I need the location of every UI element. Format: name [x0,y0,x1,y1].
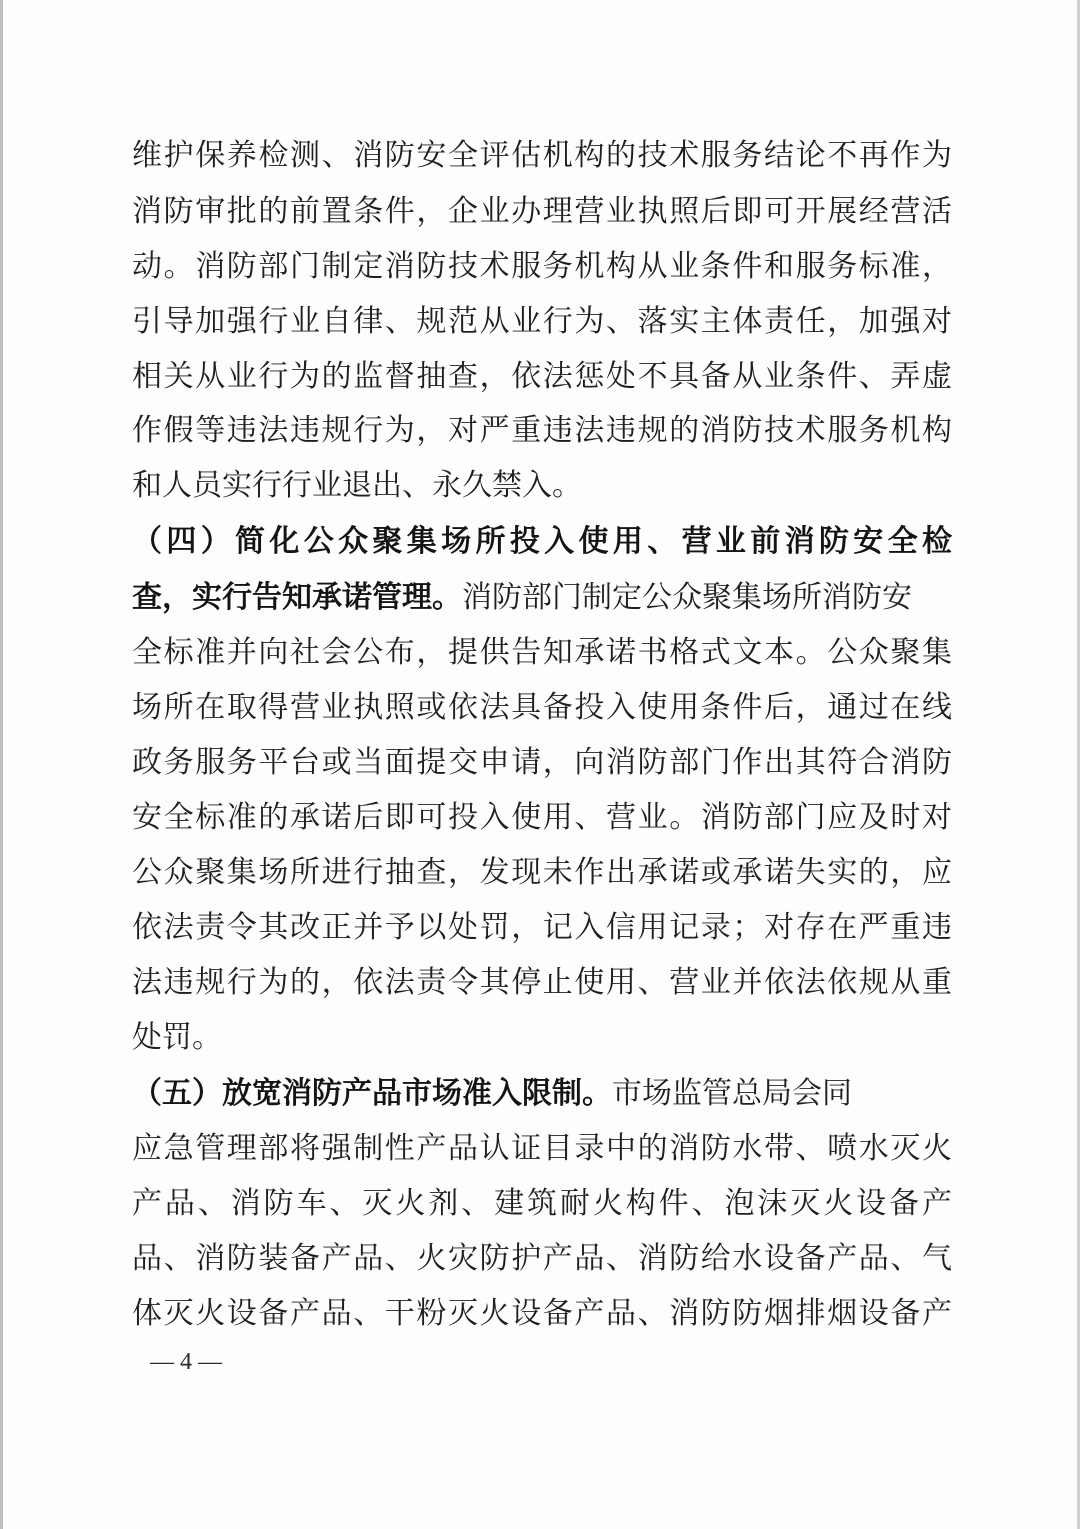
text-line: 全标准并向社会公布，提供告知承诺书格式文本。公众聚集 [132,635,952,670]
text-line: 处罚。 [132,1020,222,1055]
text-line: 政务服务平台或当面提交申请，向消防部门作出其符合消防 [132,745,952,780]
text-line: 消防审批的前置条件，企业办理营业执照后即可开展经营活 [132,194,952,229]
text-line [132,1068,952,1120]
text-line: 法违规行为的，依法责令其停止使用、营业并依法依规从重 [132,965,952,1000]
text-line: 作假等违法违规行为，对严重违法违规的消防技术服务机构 [132,413,952,448]
text-span: 消防部门制定公众聚集场所消防安 [462,580,912,615]
section-heading-4: （四）简化公众聚集场所投入使用、营业前消防安全检 [132,524,952,559]
text-line [132,572,952,624]
text-line: 和人员实行行业退出、永久禁入。 [132,468,582,503]
text-line: 场所在取得营业执照或依法具备投入使用条件后，通过在线 [132,690,952,725]
text-line: 体灭火设备产品、干粉灭火设备产品、消防防烟排烟设备产 [132,1296,952,1331]
section-heading-5: （五）放宽消防产品市场准入限制。 [132,1076,612,1111]
text-line: 依法责令其改正并予以处罚，记入信用记录；对存在严重违 [132,910,952,945]
text-line: 维护保养检测、消防安全评估机构的技术服务结论不再作为 [132,138,952,173]
text-line: 产品、消防车、灭火剂、建筑耐火构件、泡沫灭火设备产 [132,1186,952,1221]
text-line: 品、消防装备产品、火灾防护产品、消防给水设备产品、气 [132,1241,952,1276]
text-line: 安全标准的承诺后即可投入使用、营业。消防部门应及时对 [132,800,952,835]
text-span: 市场监管总局会同 [612,1076,852,1111]
text-line: 引导加强行业自律、规范从业行为、落实主体责任，加强对 [132,304,952,339]
page-number: — 4 — [150,1349,222,1375]
text-line: 动。消防部门制定消防技术服务机构从业条件和服务标准， [132,249,952,284]
text-line: 相关从业行为的监督抽查，依法惩处不具备从业条件、弄虚 [132,359,952,394]
section-heading-4-cont: 查，实行告知承诺管理。 [132,580,462,615]
text-line: 应急管理部将强制性产品认证目录中的消防水带、喷水灭火 [132,1131,952,1166]
page-edge-left [0,0,3,1529]
text-line: 公众聚集场所进行抽查，发现未作出承诺或承诺失实的，应 [132,855,952,890]
